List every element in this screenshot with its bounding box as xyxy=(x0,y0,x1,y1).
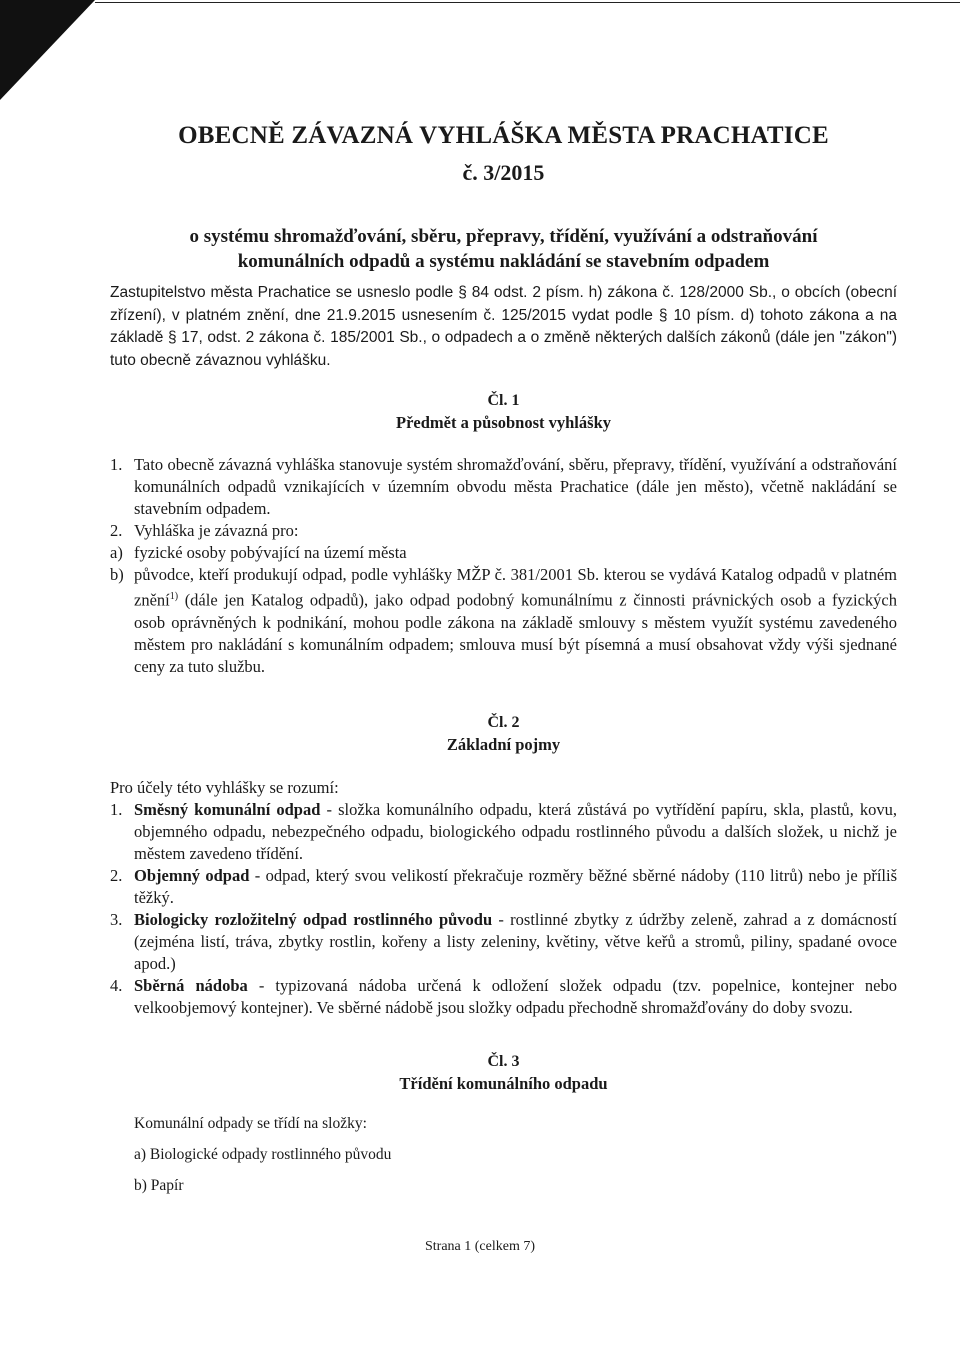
item-marker: 2. xyxy=(110,865,123,885)
item-text-part: (dále jen Katalog odpadů), jako odpad podobný komunálnímu z činnosti právnických osob a fyzických osob oprávněných k podnikání, mohou podle zákona na základě smlouvy s městem využít systému zavedeného městem pro nakládání s komunálním odpadem; smlouva musí být písemná a musí obsahovat vždy výši sjednané ceny za tuto službu. xyxy=(134,590,897,676)
item-marker: 2. xyxy=(110,521,123,540)
definition-text: - typizovaná nádoba určená k odložení složek odpadu (tzv. popelnice, kontejner nebo velkoobjemový kontejner). Ve sběrné nádobě jsou složky odpadu přechodně shromažďovány do doby svozu. xyxy=(134,975,897,1017)
item-marker: 3. xyxy=(110,909,123,929)
article-2-heading: Základní pojmy xyxy=(446,734,561,754)
item-marker: 1. xyxy=(110,799,123,819)
definition-text: - rostlinné zbytky z údržby zeleně, zahrad a z domácností (zejména listí, tráva, zbytky rostlin, kořeny a listy zeleniny, květiny, větve keřů a stromů, piliny, spadané ovoce apod.) xyxy=(134,909,897,973)
list-item xyxy=(110,520,897,542)
item-text xyxy=(134,564,897,678)
document-subtitle xyxy=(110,224,897,274)
document-page xyxy=(110,122,897,1207)
definition-item xyxy=(110,799,897,865)
definition-term: Biologicky rozložitelný odpad rostlinného původu xyxy=(134,909,493,929)
scan-corner-mark xyxy=(0,0,95,100)
subtitle-line-2: komunálních odpadů a systému nakládání se stavebním odpadem xyxy=(237,251,770,272)
item-marker: a) xyxy=(110,543,123,562)
definition-term: Sběrná nádoba xyxy=(134,975,248,995)
item-text-part: původce, kteří produkují odpad, podle vyhlášky MŽP č. 381/2001 Sb. kterou se vydává Katalog odpadů v platném znění xyxy=(134,565,897,610)
article-3-number: Čl. 3 xyxy=(487,1052,520,1070)
article-2 xyxy=(110,714,897,1019)
article-1-body xyxy=(110,454,897,678)
list-item: a) Biologické odpady rostlinného původu xyxy=(134,1145,392,1163)
list-item: b) Papír xyxy=(134,1176,184,1194)
item-text: Vyhláška je závazná pro: xyxy=(134,521,299,540)
scan-edge-line xyxy=(95,2,960,3)
item-text: Tato obecně závazná vyhláška stanovuje systém shromažďování, sběru, přepravy, třídění, využívání a odstraňování komunálních odpadů vznikajících v územním obvodu města Prachatice (dále jen město), včetně nakládání se stavebním odpadem. xyxy=(134,455,897,518)
article-1 xyxy=(110,392,897,678)
page-number: Strana 1 (celkem 7) xyxy=(424,1239,535,1254)
definition-item xyxy=(110,975,897,1019)
article-1-number: Čl. 1 xyxy=(487,392,520,409)
item-text: fyzické osoby pobývající na území města xyxy=(134,543,407,562)
article-2-number: Čl. 2 xyxy=(487,713,520,731)
article-1-heading: Předmět a působnost vyhlášky xyxy=(396,413,611,432)
document-number: č. 3/2015 xyxy=(462,160,545,185)
article-3-body xyxy=(134,1114,897,1196)
document-title: OBECNĚ ZÁVAZNÁ VYHLÁŠKA MĚSTA PRACHATICE xyxy=(178,122,829,149)
article-2-body xyxy=(110,777,897,1019)
footnote-mark: 1) xyxy=(169,591,179,602)
list-item xyxy=(110,454,897,520)
article-3 xyxy=(110,1053,897,1196)
item-marker: 1. xyxy=(110,455,123,474)
list-item xyxy=(110,542,897,564)
list-item xyxy=(110,564,897,678)
item-marker: 4. xyxy=(110,975,123,995)
definition-text: - složka komunálního odpadu, která zůstává po vytřídění papíru, skla, plastů, kovu, objemného odpadu, nebezpečného odpadu, biologického odpadu rostlinného původu a dalších složek, u nichž je městem zavedeno třídění. xyxy=(134,799,897,863)
article-3-heading: Třídění komunálního odpadu xyxy=(399,1073,608,1093)
definition-term: Objemný odpad xyxy=(134,865,250,885)
definition-text: - odpad, který svou velikostí překračuje rozměry běžné sběrné nádoby (110 litrů) nebo je příliš těžký. xyxy=(134,865,897,907)
definition-item xyxy=(110,865,897,909)
item-marker: b) xyxy=(110,565,124,584)
definition-term: Směsný komunální odpad xyxy=(134,799,321,819)
subtitle-line-1: o systému shromažďování, sběru, přepravy, třídění, využívání a odstraňování xyxy=(189,226,818,247)
article-2-lead: Pro účely této vyhlášky se rozumí: xyxy=(110,777,339,797)
intro-paragraph: Zastupitelstvo města Prachatice se usneslo podle § 84 odst. 2 písm. h) zákona č. 128/2000 Sb., o obcích (obecní zřízení), v platném znění, dne 21.9.2015 usnesením č. 125/2015 vydat podle § 10 písm. d) tohoto zákona a na základě § 17, odst. 2 zákona č. 185/2001 Sb., o odpadech a o změně některých dalších zákonů (dále jen "zákon") tuto obecně závaznou vyhlášku. xyxy=(110,284,897,369)
definition-item xyxy=(110,909,897,975)
article-3-lead: Komunální odpady se třídí na složky: xyxy=(134,1114,367,1132)
